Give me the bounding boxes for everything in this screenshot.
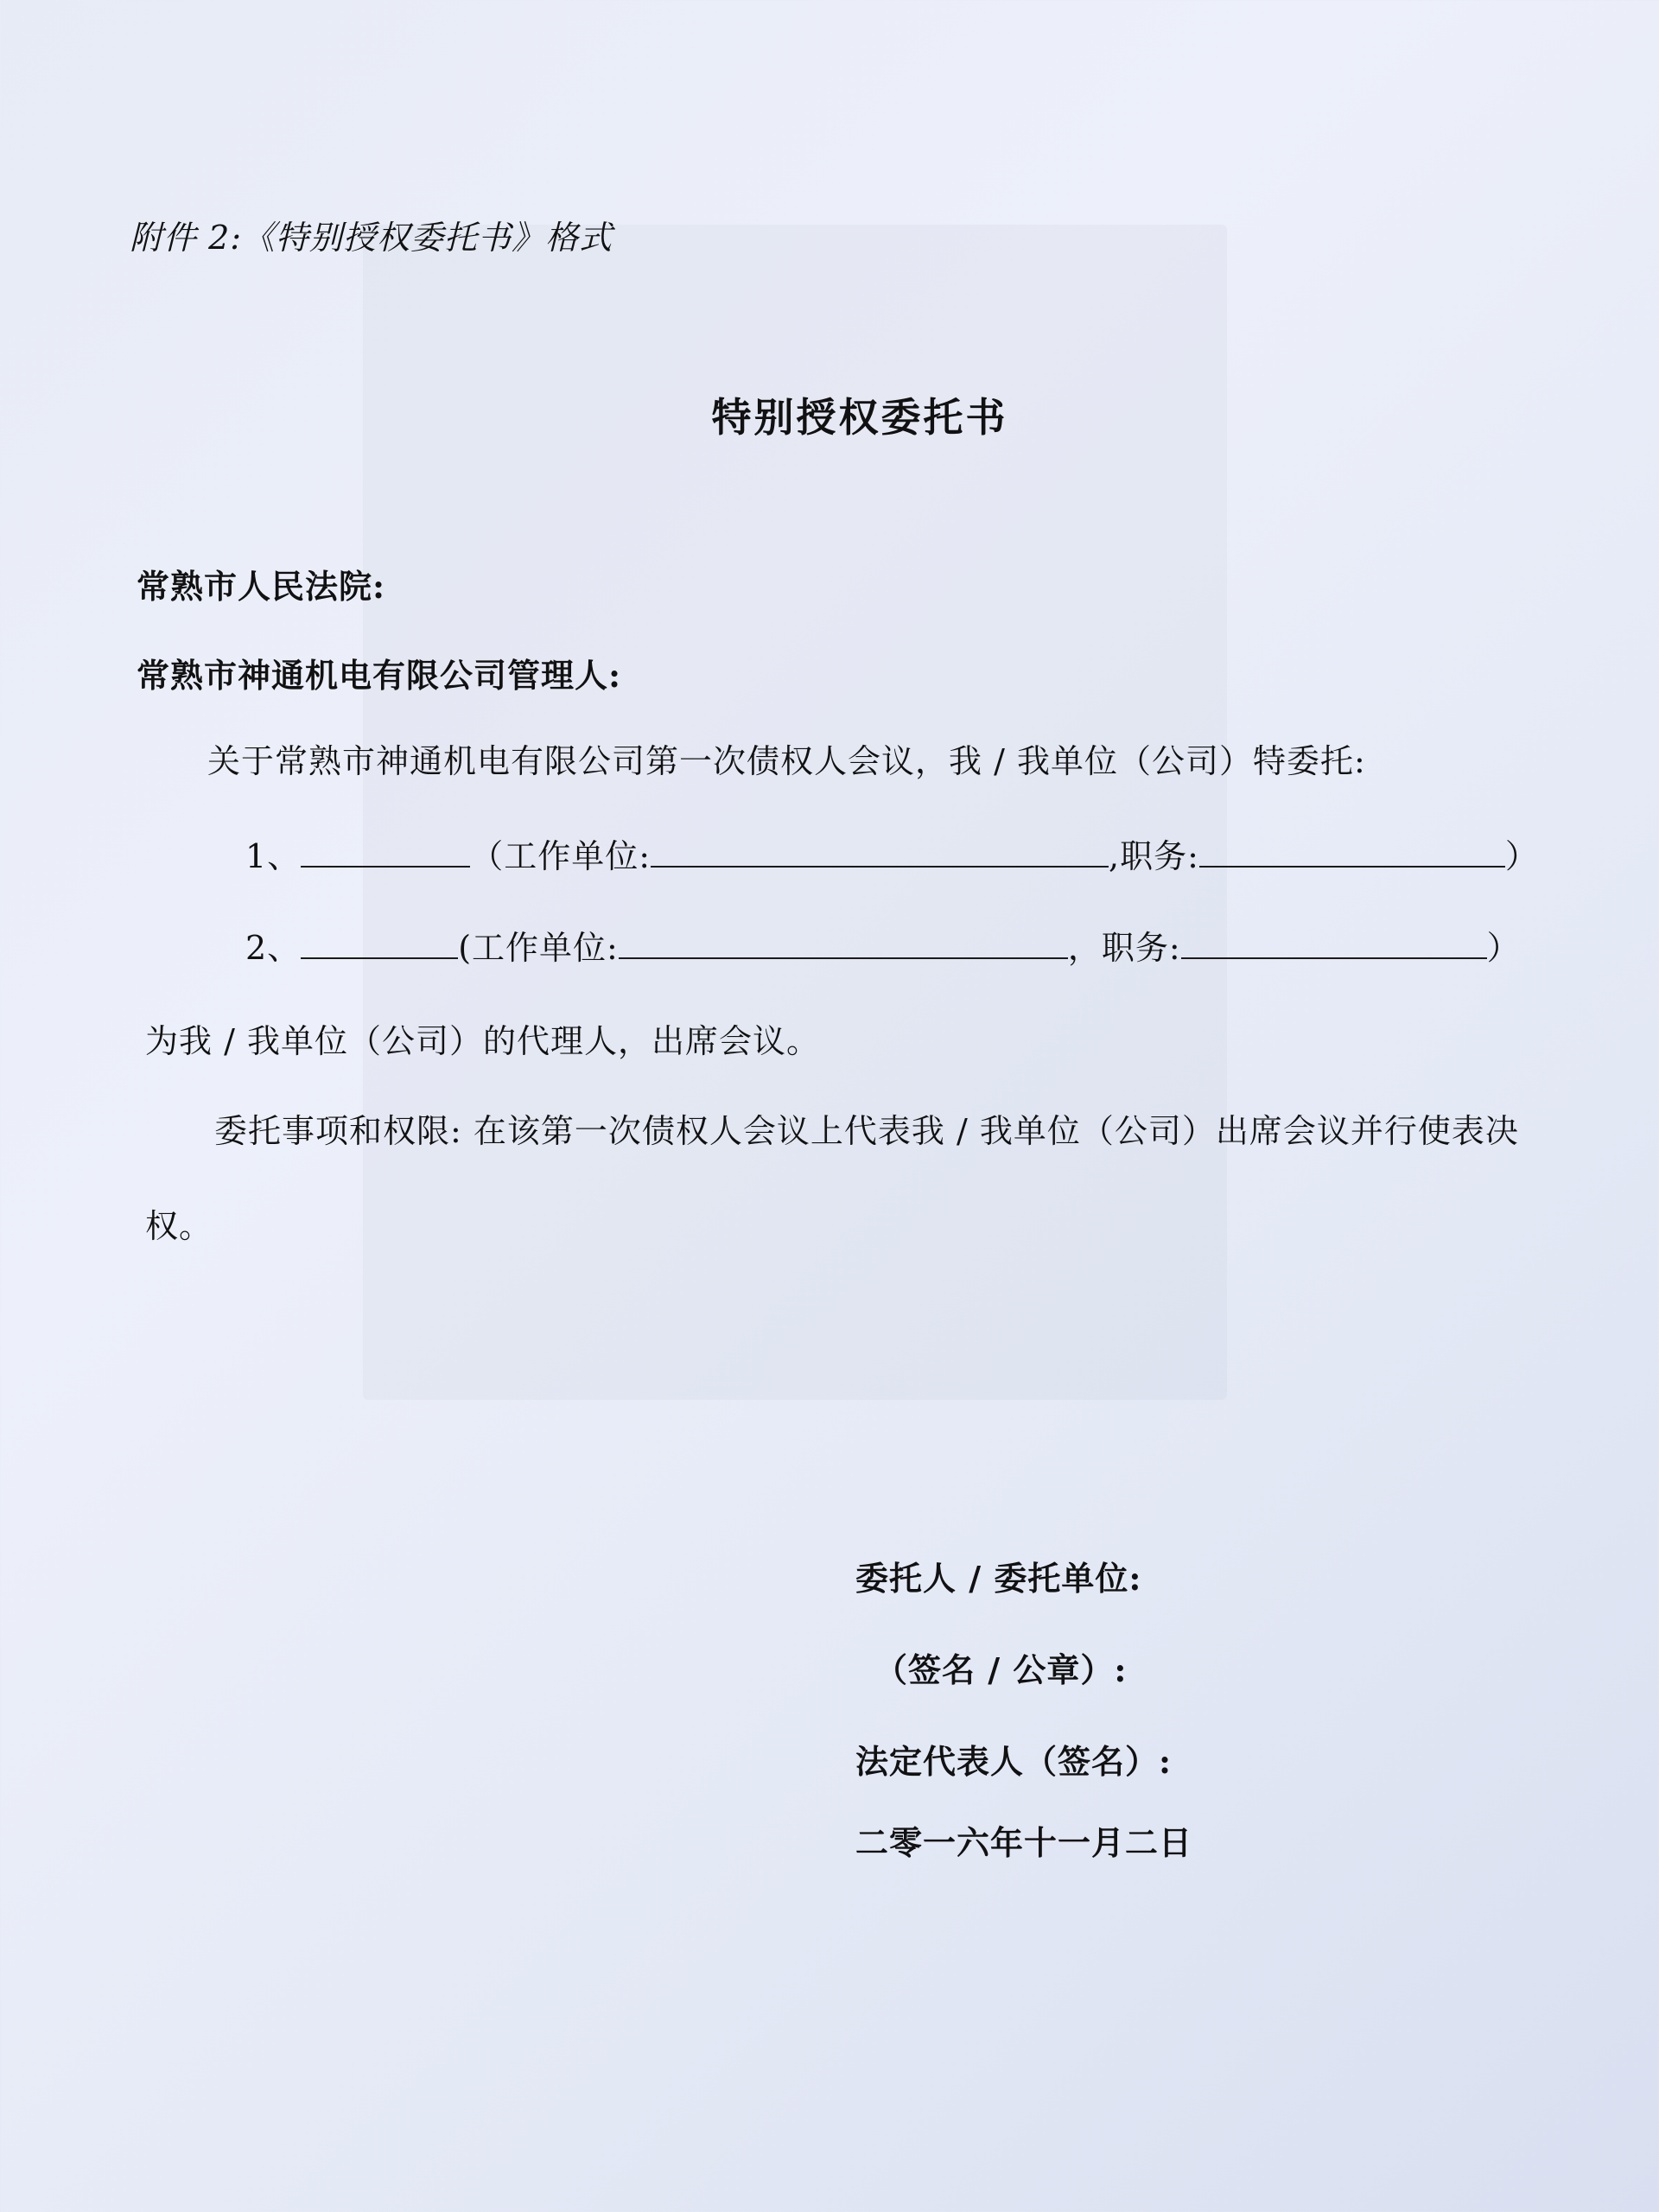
authority-paragraph-line-2: 权。 — [145, 1207, 213, 1245]
addressee-administrator: 常熟市神通机电有限公司管理人: — [137, 656, 622, 695]
principal-label: 委托人 / 委托单位: — [855, 1559, 1142, 1598]
agent-line-1 — [245, 836, 1539, 873]
agent-1-position-blank[interactable] — [1199, 836, 1505, 868]
agent-2-work-unit-blank[interactable] — [619, 928, 1068, 959]
agent-2-position-blank[interactable] — [1181, 928, 1487, 959]
legal-representative-label: 法定代表人（签名）: — [855, 1742, 1173, 1781]
agent-line-2 — [245, 928, 1521, 967]
agent-2-name-blank[interactable] — [301, 928, 458, 959]
intro-paragraph: 关于常熟市神通机电有限公司第一次债权人会议，我 / 我单位（公司）特委托: — [207, 742, 1366, 780]
signature-seal-label: （签名 / 公章）: — [874, 1650, 1128, 1689]
agent-2-work-unit-label: (工作单位: — [458, 929, 619, 967]
agent-2-position-label: ，职务: — [1067, 929, 1181, 967]
agent-1-name-blank[interactable] — [301, 836, 470, 868]
addressee-court: 常熟市人民法院: — [137, 567, 386, 606]
authority-paragraph-line-1: 委托事项和权限: 在该第一次债权人会议上代表我 / 我单位（公司）出席会议并行使表决 — [214, 1112, 1519, 1150]
agent-role-paragraph: 为我 / 我单位（公司）的代理人，出席会议。 — [145, 1022, 820, 1060]
agent-1-position-label: ,职务: — [1109, 837, 1199, 875]
agent-1-close: ） — [1504, 837, 1539, 875]
document-title: 特别授权委托书 — [711, 394, 1008, 441]
agent-2-number: 2、 — [245, 929, 302, 967]
agent-1-work-unit-blank[interactable] — [651, 836, 1109, 868]
agent-1-work-unit-label: （工作单位: — [470, 837, 651, 875]
document-date: 二零一六年十一月二日 — [855, 1823, 1193, 1862]
agent-2-close: ） — [1486, 929, 1521, 967]
annex-label: 附件 2:《特别授权委托书》格式 — [130, 219, 613, 257]
agent-1-number: 1、 — [245, 837, 302, 875]
